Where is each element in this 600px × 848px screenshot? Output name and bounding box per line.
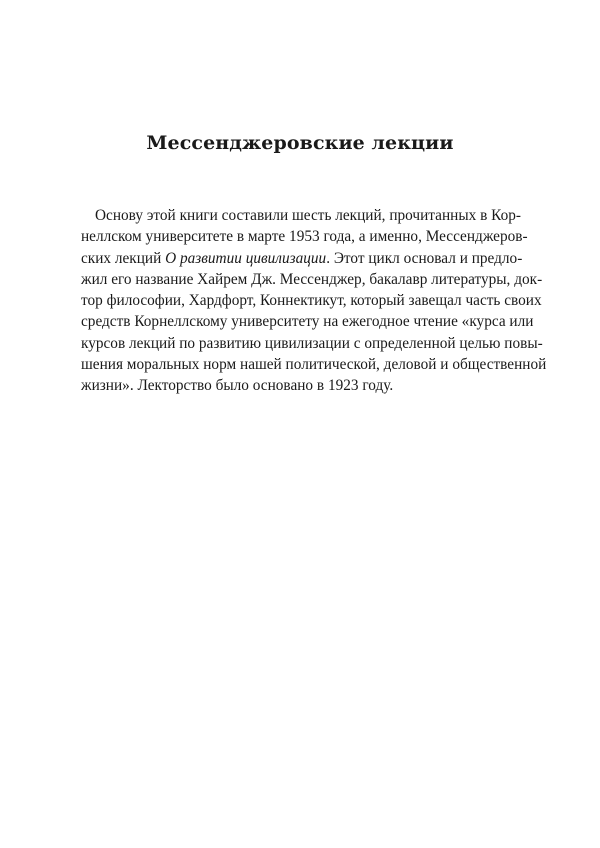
paragraph-line: неллском университете в марте 1953 года, а именно, Мессенджеров- <box>81 228 528 246</box>
body-paragraph <box>81 205 547 397</box>
page-title: Мессенджеровские лекции <box>146 132 454 154</box>
italic-title-phrase: О развитии цивилизации <box>165 249 327 267</box>
paragraph-line <box>81 248 521 269</box>
paragraph-line-text: . Этот цикл основал и предло- <box>326 249 523 267</box>
paragraph-line: средств Корнеллскому университету на ежегодное чтение «курса или <box>81 313 534 331</box>
paragraph-line: шения моральных норм нашей политической, деловой и общественной <box>81 356 547 374</box>
paragraph-line: жизни». Лекторство было основано в 1923 году. <box>81 377 394 395</box>
paragraph-line: жил его название Хайрем Дж. Мессенджер, бакалавр литературы, док- <box>81 270 543 288</box>
paragraph-line: Основу этой книги составили шесть лекций, прочитанных в Кор- <box>95 207 521 224</box>
paragraph-line: тор философии, Хардфорт, Коннектикут, который завещал часть своих <box>81 292 542 310</box>
paragraph-line-text: ских лекций <box>81 249 166 267</box>
paragraph-line: курсов лекций по развитию цивилизации с определенной целью повы- <box>81 334 543 352</box>
